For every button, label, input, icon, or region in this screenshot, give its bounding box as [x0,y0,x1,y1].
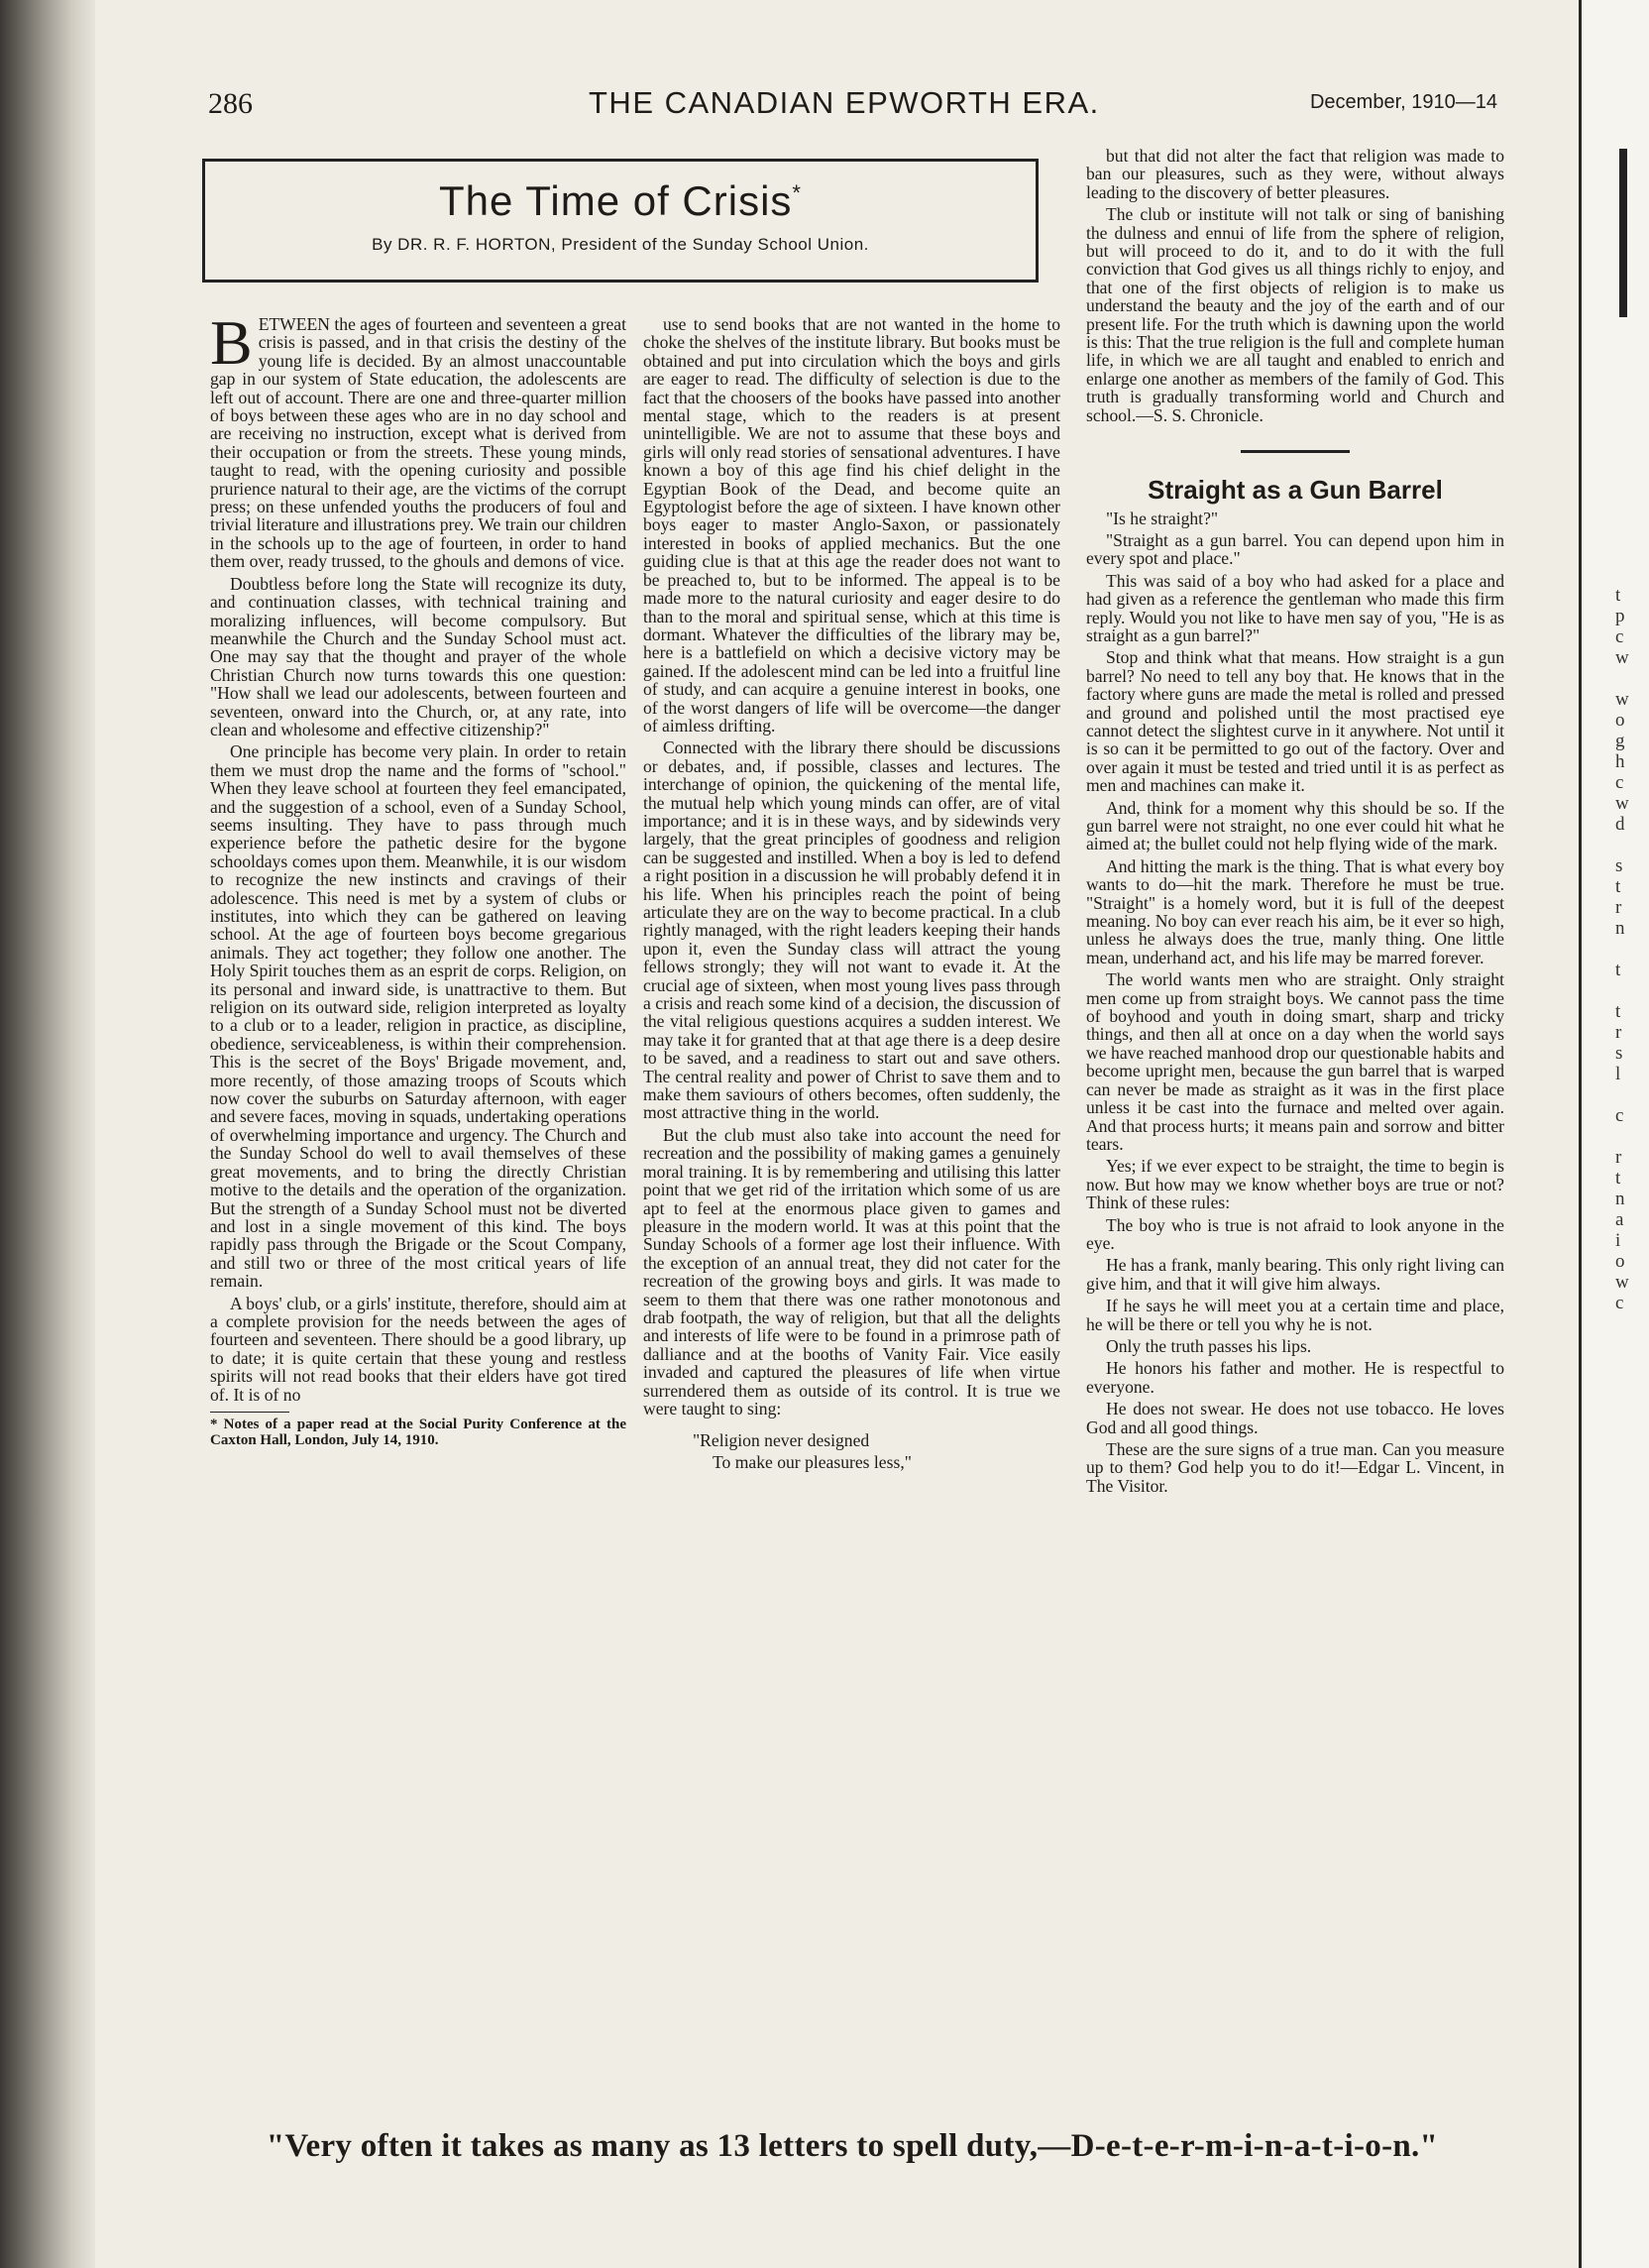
adjacent-letter: c [1615,1105,1624,1126]
adjacent-letter [1615,980,1645,1001]
verse-line: "Religion never designed [693,1430,870,1451]
sidebar-paragraph: Yes; if we ever expect to be straight, the time to begin is now. But how may we know whether boys are true or not? Think of these rules: [1086,1156,1504,1213]
footnote: * Notes of a paper read at the Social Purity Conference at the Caxton Hall, London, July 14, 1910. [210,1412,626,1448]
body-paragraph: A boys' club, or a girls' institute, therefore, should aim at a complete provision for the needs between the ages of fourteen and seventeen. There should be a good library, up to date; it is quite certain that these young and restless spirits will not read books that their elders have got tired of. It is of no [210,1293,626,1405]
adjacent-letter [1615,668,1645,689]
article-column-3 [1086,147,1504,2119]
title-footnote-mark: * [792,180,802,205]
adjacent-letter [1615,835,1645,855]
drop-cap: B [210,315,253,378]
sidebar-paragraph: This was said of a boy who had asked for a place and had given as a reference the gentleman who made this firm reply. Would you not like to have men say of you, "He is as straight as a gun barrel?" [1086,570,1504,645]
body-paragraph: use to send books that are not wanted in the home to choke the shelves of the institute library. But books must be obtained and put into circulation which the boys and girls are eager to read. The difficulty of selection is due to the fact that the choosers of the books have passed into another mental stage, which to the readers is at present unintelligible. We are not to assume that these boys and girls will only read stories of sensational adventures. I have known a boy of this age find his chief delight in the Egyptian Book of the Dead, and become quite an Egyptologist before the age of sixteen. I have known other boys eager to master Anglo-Saxon, or passionately interested in books of applied mechanics. But the one guiding clue is that at this age the reader does not want to be preached to, but to be informed. The appeal is to be made more to the natural curiosity and eager desire to do than to the moral and spiritual sense, which at this time is dormant. Whatever the difficulties of the library may be, here is a battlefield on which a decisive victory may be gained. If the adolescent mind can be led into a fruitful line of study, and can acquire a genuine interest in books, one of the worst dangers of life will be overcome—the danger of aimless drifting. [643,315,1060,736]
body-paragraph: But the club must also take into account the need for recreation and the possibility of making games a genuinely moral training. It is by remembering and utilising this latter point that we get rid of the irritation which some of us are apt to feel at the enormous place given to games and pleasure in the modern world. It was at this point that the Sunday Schools of a former age lost their influence. With the exception of an annual treat, they did not cater for the recreation of the growing boys and girls. It was made to seem to them that there was one rather monotonous and drab footpath, the way of religion, but that all the delights and interests of life were to be found in a primrose path of dalliance and at the booths of Vanity Fair. Vice easily invaded and captured the pleasures of life when virtue surrendered them as outside of its control. It is true we were taught to sing: [643,1124,1060,1418]
adjacent-letter [1615,1126,1645,1147]
adjacent-letter: t [1615,876,1621,897]
adjacent-letter: w [1615,793,1629,814]
section-divider [1241,450,1350,453]
adjacent-page-edge [1579,0,1649,2268]
sidebar-paragraph: Only the truth passes his lips. [1106,1335,1312,1356]
sidebar-paragraph: Stop and think what that means. How straight is a gun barrel? No need to tell any boy that. He knows that in the factory where guns are made the metal is rolled and pressed and ground and polished until the most practised eye cannot detect the slightest curve in it anywhere. Not until it is so can it be permitted to go out of the factory. Over and over again it must be tested and tried until it is as perfect as men and machines can make it. [1086,647,1504,796]
sidebar-paragraph: These are the sure signs of a true man. Can you measure up to them? God help you to do it!—Edgar L. Vincent, in The Visitor. [1086,1439,1504,1496]
sidebar-paragraph: "Is he straight?" [1106,508,1219,528]
quoted-verse [693,1429,1060,1473]
adjacent-letter: o [1615,710,1625,731]
adjacent-letter: h [1615,751,1625,772]
article-column-1 [210,315,626,2114]
book-gutter [0,0,95,2268]
body-paragraph: but that did not alter the fact that religion was made to ban our pleasures, such as they were, without always leading to the discovery of better pleasures. [1086,147,1504,202]
adjacent-letter: n [1615,1189,1625,1209]
sidebar-paragraph: The boy who is true is not afraid to look anyone in the eye. [1086,1214,1504,1253]
verse-line: To make our pleasures less," [713,1452,912,1473]
adjacent-letter: d [1615,814,1625,835]
sidebar-paragraph: "Straight as a gun barrel. You can depend upon him in every spot and place." [1086,529,1504,569]
adjacent-letter: i [1615,1230,1621,1251]
adjacent-letter: l [1615,1064,1621,1084]
page-number: 286 [208,87,253,120]
adjacent-letter: w [1615,689,1629,710]
adjacent-letter: t [1615,1168,1621,1189]
sidebar-paragraph: If he says he will meet you at a certain time and place, he will be there or tell you why he is not. [1086,1296,1504,1334]
adjacent-letter: w [1615,1272,1629,1293]
article-title-box [202,159,1039,283]
adjacent-letter: w [1615,647,1629,668]
article-title: The Time of Crisis* [439,177,802,224]
adjacent-page-mark [1619,149,1627,317]
adjacent-letter: r [1615,897,1622,918]
sidebar-paragraph: He does not swear. He does not use tobacco. He loves God and all good things. [1086,1399,1504,1437]
body-paragraph: Doubtless before long the State will recognize its duty, and continuation classes, with technical training and moralizing influences, will become compulsory. But meanwhile the Church and the Sunday School must act. One may say that the thought and prayer of the whole Christian Church now turns towards this one question: "How shall we lead our adolescents, between fourteen and seventeen, onward into the Church, or, at any rate, into clean and wholesome and effective citizenship?" [210,573,626,739]
sidebar-paragraph: He has a frank, manly bearing. This only right living can give him, and that it will give him always. [1086,1255,1504,1294]
adjacent-letter: t [1615,960,1621,980]
opening-paragraph: BETWEEN the ages of fourteen and seventeen a great crisis is passed, and in that crisis the destiny of the young life is decided. By an almost unaccountable gap in our system of State education, the adolescents are left out of account. There are one and three-quarter million of boys between these ages who are in no day school and are receiving no instruction, except what is derived from their occupation or from the streets. These young minds, taught to read, with the opening curiosity and possible prurience natural to their age, are the victims of the corrupt press; on these unfended youths the producers of foul and trivial literature and illustrations prey. We train our children in the schools up to the age of fourteen, in order to hand them over, ready trussed, to the ghouls and demons of vice. [210,315,626,572]
adjacent-letter: r [1615,1147,1622,1168]
adjacent-letter [1615,939,1645,960]
article-byline: By DR. R. F. HORTON, President of the Sunday School Union. [372,235,869,254]
adjacent-letter: s [1615,855,1623,876]
sidebar-article-title: Straight as a Gun Barrel [1148,475,1443,506]
adjacent-letter: a [1615,1209,1624,1230]
sidebar-paragraph: The world wants men who are straight. Only straight men come up from straight boys. We cannot pass the time of boyhood and youth in doing smart, sharp and tricky things, and then all at once on a day when the world says we have reached manhood drop our questionable habits and become upright men, because the gun barrel that is warped can never be made as straight as it was in the first place unless it be cast into the furnace and melted over again. And that process hurts; it means pain and sorrow and bitter tears. [1086,969,1504,1154]
adjacent-letter: o [1615,1251,1625,1272]
adjacent-letter: g [1615,731,1625,751]
sidebar-paragraph: And, think for a moment why this should be so. If the gun barrel were not straight, no one ever could hit what he aimed at; the bullet could not help flying wide of the mark. [1086,797,1504,854]
body-paragraph: The club or institute will not talk or sing of banishing the dulness and ennui of life from the sphere of religion, but will proceed to do it, and to do it with the full conviction that God gives us all things richly to enjoy, and that one of the first objects of religion is to make us understand the beauty and the joy of the earth and of our present life. For the truth which is dawning upon the world is this: That the true religion is the full and complete human life, in which we are all taught and enabled to enrich and enlarge one another as members of the family of God. This truth is gradually transforming world and Church and school.—S. S. Chronicle. [1086,204,1504,425]
adjacent-letter: c [1615,626,1624,647]
sidebar-paragraph: He honors his father and mother. He is respectful to everyone. [1086,1358,1504,1397]
article-column-2 [643,315,1060,2144]
page-header [208,87,1496,127]
sidebar-paragraph: And hitting the mark is the thing. That is what every boy wants to do—hit the mark. Therefore he must be true. "Straight" is a homely word, but it is full of the deepest meaning. No boy can ever reach his aim, be it ever so high, unless he always does the true, manly thing. One little mean, underhand act, and his life may be marred forever. [1086,855,1504,967]
body-paragraph: Connected with the library there should be discussions or debates, and, if possible, classes and lectures. The interchange of opinion, the quickening of the mental life, the mutual help which young minds can offer, are of vital importance; and it is in these ways, and by sidewinds very largely, that the great principles of goodness and religion can be suggested and instilled. When a boy is led to defend a right position in a discussion he will probably defend it in his life. When his principles reach the point of being articulate they are on the way to become practical. In a club rightly managed, with the right leaders keeping their hands upon it, even the Sunday class will attract the young fellows strongly; they will not want to evade it. At the crucial age of sixteen, when most young lives pass through a crisis and reach some kind of a decision, the discussion of the vital religious questions acquires a sudden interest. We may take it for granted that at that age there is a deep desire to be saved, and a readiness to start out and save others. The central reality and power of Christ to save them and to make them saviours of others becomes, often suddenly, the most attractive thing in the world. [643,737,1060,1123]
body-paragraph: One principle has become very plain. In order to retain them we must drop the name and the forms of "school." When they leave school at fourteen they feel emancipated, and the suggestion of a school, even of a Sunday School, seems insulting. They have to pass through much experience before the pathetic desire for the bygone schooldays comes upon them. Meanwhile, it is our wisdom to recognize the new instincts and cravings of their adolescence. This need is met by a system of clubs or institutes, into which they can be gathered on leaving school. At the age of fourteen boys become gregarious animals. They act together; they follow one another. The Holy Spirit touches them as an esprit de corps. Religion, on its personal and inward side, is unattractive to them. But religion on its outward side, religion interpreted as loyalty to a club or to a leader, religion in practice, as discipline, obedience, serviceableness, is within their comprehension. This is the secret of the Boys' Brigade movement, and, more recently, of those amazing troops of Scouts which now cover the suburbs on Saturday afternoon, with eager and severe faces, moving in squads, undertaking operations of overwhelming importance and urgency. The Church and the Sunday School do well to avail themselves of these great movements, and to bring the directly Christian motive to the details and the operation of the organization. But the strength of a Sunday School must not be diverted and lost in a single movement of this kind. The boys rapidly pass through the Brigade or the Scout Company, and still two or three of the most critical years of life remain. [210,741,626,1292]
adjacent-letter: p [1615,606,1625,626]
adjacent-letter: c [1615,1293,1624,1313]
adjacent-letter: t [1615,585,1621,606]
footer-quote: "Very often it takes as many as 13 letters to spell duty,—D-e-t-e-r-m-i-n-a-t-i-o-n." [266,2128,1439,2164]
publication-title: THE CANADIAN EPWORTH ERA. [589,85,1100,120]
adjacent-letter: t [1615,1001,1621,1022]
adjacent-letter: c [1615,772,1624,793]
adjacent-page-letters [1615,585,1645,1313]
issue-date: December, 1910—14 [1309,91,1497,113]
adjacent-letter: n [1615,918,1625,939]
adjacent-letter [1615,1084,1645,1105]
adjacent-letter: r [1615,1022,1622,1043]
adjacent-letter: s [1615,1043,1623,1064]
